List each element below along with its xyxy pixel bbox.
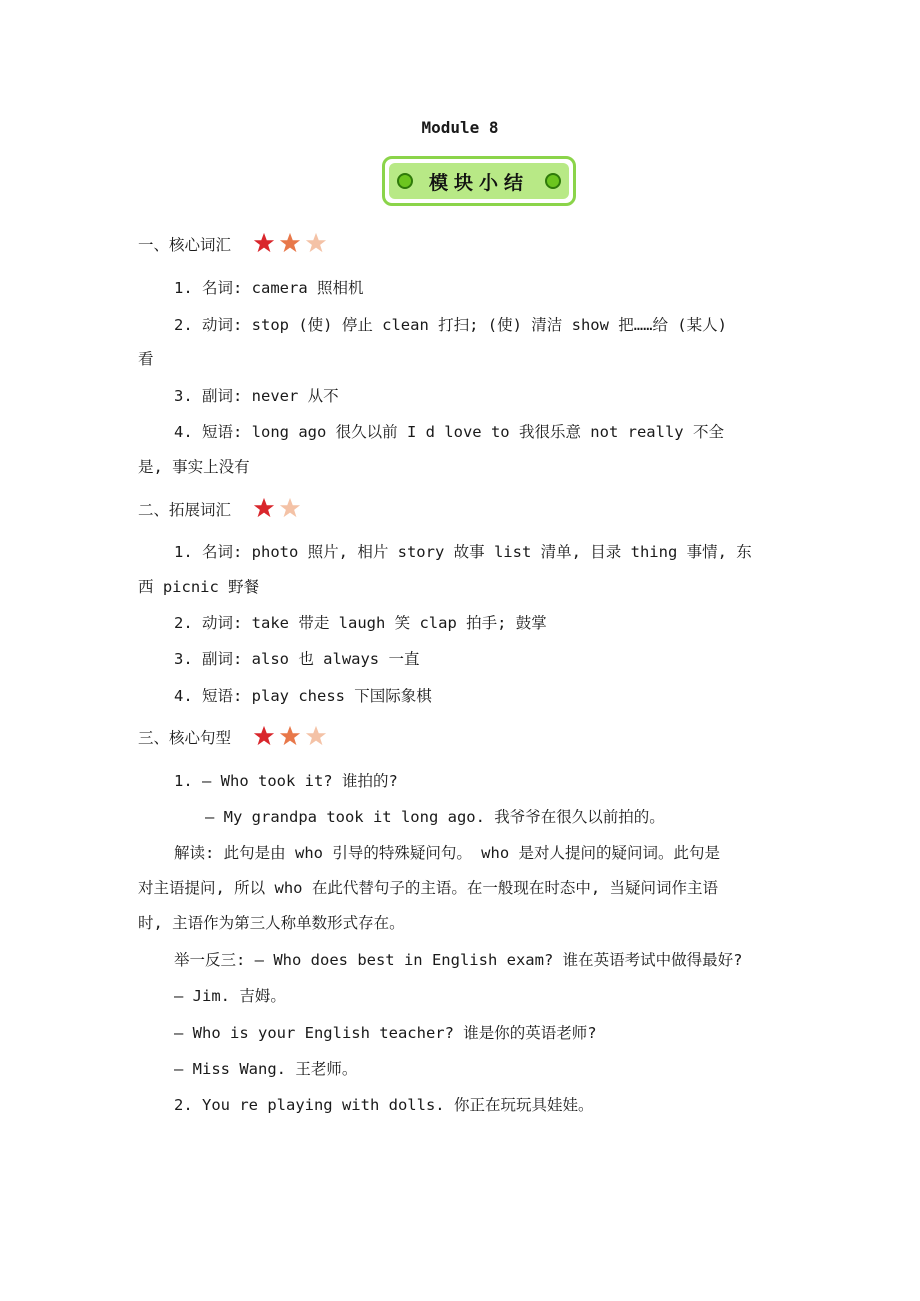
text-line: 2. 动词: stop (使) 停止 clean 打扫; (使) 清洁 show 把……给 (某人) (174, 316, 727, 334)
banner-text: 模块小结 (428, 171, 529, 194)
text-line: 3. 副词: never 从不 (174, 387, 339, 405)
green-dot-icon (397, 173, 413, 189)
section-heading-text: 二、拓展词汇 (138, 501, 232, 519)
text-line: 4. 短语: long ago 很久以前 I d love to 我很乐意 not really 不全 (174, 423, 724, 441)
section-heading-extended-vocabulary (138, 497, 299, 523)
text-line: 看 (138, 350, 154, 368)
section-heading-core-sentences (138, 725, 325, 751)
text-line: 解读: 此句是由 who 引导的特殊疑问句。 who 是对人提问的疑问词。此句是 (174, 844, 720, 862)
section-heading-core-vocabulary (138, 232, 325, 258)
text-line: — Who is your English teacher? 谁是你的英语老师? (174, 1024, 597, 1042)
text-line: 西 picnic 野餐 (138, 578, 260, 596)
section-heading-text: 一、核心词汇 (138, 236, 232, 254)
text-line: 4. 短语: play chess 下国际象棋 (174, 687, 432, 705)
star-rating-icon (252, 725, 325, 751)
green-dot-icon (545, 173, 561, 189)
text-line: 是, 事实上没有 (138, 458, 250, 476)
text-line: 1. 名词: camera 照相机 (174, 279, 364, 297)
text-line: — Miss Wang. 王老师。 (174, 1060, 358, 1078)
text-line: 1. — Who took it? 谁拍的? (174, 772, 398, 790)
text-line: 2. 动词: take 带走 laugh 笑 clap 拍手; 鼓掌 (174, 614, 547, 632)
summary-banner (382, 156, 576, 206)
banner-inner (389, 163, 569, 199)
module-title: Module 8 (421, 118, 499, 137)
text-line: — Jim. 吉姆。 (174, 987, 286, 1005)
text-line: — My grandpa took it long ago. 我爷爷在很久以前拍的。 (205, 808, 665, 826)
text-line: 2. You re playing with dolls. 你正在玩玩具娃娃。 (174, 1096, 594, 1114)
text-line: 举一反三: — Who does best in English exam? 谁在英语考试中做得最好? (174, 951, 743, 969)
text-line: 时, 主语作为第三人称单数形式存在。 (138, 914, 405, 932)
star-rating-icon (252, 232, 325, 258)
text-line: 1. 名词: photo 照片, 相片 story 故事 list 清单, 目录 thing 事情, 东 (174, 543, 752, 561)
section-heading-text: 三、核心句型 (138, 729, 232, 747)
text-line: 3. 副词: also 也 always 一直 (174, 650, 420, 668)
text-line: 对主语提问, 所以 who 在此代替句子的主语。在一般现在时态中, 当疑问词作主语 (138, 879, 718, 897)
star-rating-icon (252, 497, 299, 523)
